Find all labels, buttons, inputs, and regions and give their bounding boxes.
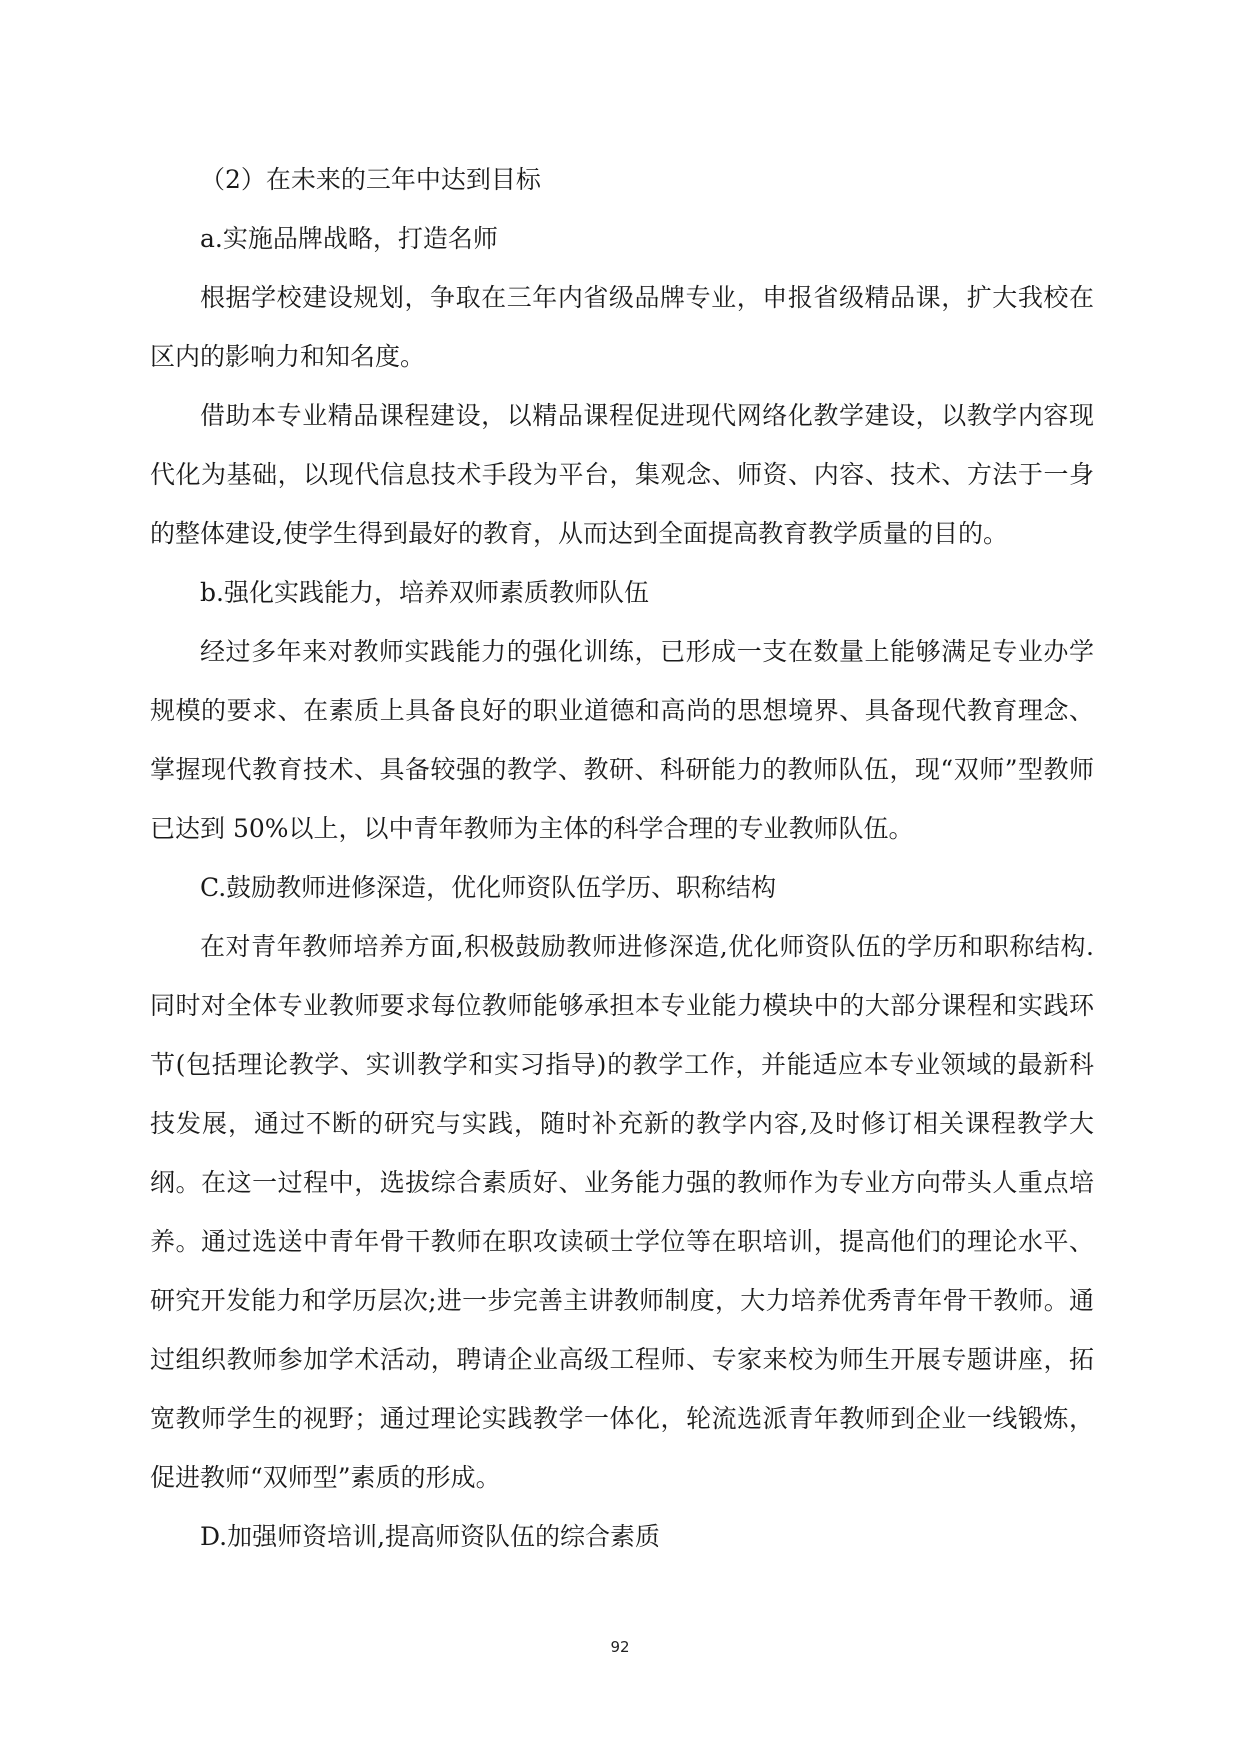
subheading-b: b.强化实践能力，培养双师素质教师队伍 [200, 578, 649, 607]
subheading-d: D.加强师资培训,提高师资队伍的综合素质 [200, 1522, 661, 1551]
paragraph-teacher-training: 在对青年教师培养方面,积极鼓励教师进修深造,优化师资队伍的学历和职称结构.同时对全体专业教师要求每位教师能够承担本专业能力模块中的大部分课程和实践环节(包括理论教学、实训教学和实习指导)的教学工作，并能适应本专业领域的最新科技发展，通过不断的研究与实践，随时补充新的教学内容,及时修订相关课程教学大纲。在这一过程中，选拔综合素质好、业务能力强的教师作为专业方向带头人重点培养。通过选送中青年骨干教师在职攻读硕士学位等在职培训，提高他们的理论水平、研究开发能力和学历层次;进一步完善主讲教师制度，大力培养优秀青年骨干教师。通过组织教师参加学术活动，聘请企业高级工程师、专家来校为师生开展专题讲座，拓宽教师学生的视野；通过理论实践教学一体化，轮流选派青年教师到企业一线锻炼，促进教师“双师型”素质的形成。 [150, 932, 1094, 1492]
paragraph-quality-courses: 借助本专业精品课程建设，以精品课程促进现代网络化教学建设，以教学内容现代化为基础，以现代信息技术手段为平台，集观念、师资、内容、技术、方法于一身的整体建设,使学生得到最好的教育，从而达到全面提高教育教学质量的目的。 [150, 401, 1094, 548]
paragraph-brand-strategy: 根据学校建设规划，争取在三年内省级品牌专业，申报省级精品课，扩大我校在区内的影响力和知名度。 [150, 283, 1094, 371]
subheading-c: C.鼓励教师进修深造，优化师资队伍学历、职称结构 [200, 873, 777, 902]
page-number: 92 [610, 1638, 630, 1656]
page-content [150, 150, 1094, 1566]
subheading-a: a.实施品牌战略，打造名师 [200, 224, 498, 253]
paragraph-practical-ability: 经过多年来对教师实践能力的强化训练，已形成一支在数量上能够满足专业办学规模的要求、在素质上具备良好的职业道德和高尚的思想境界、具备现代教育理念、掌握现代教育技术、具备较强的教学、教研、科研能力的教师队伍，现“双师”型教师已达到 50%以上，以中青年教师为主体的科学合理的专业教师队伍。 [150, 637, 1094, 843]
section-heading-goals: （2）在未来的三年中达到目标 [200, 165, 541, 194]
